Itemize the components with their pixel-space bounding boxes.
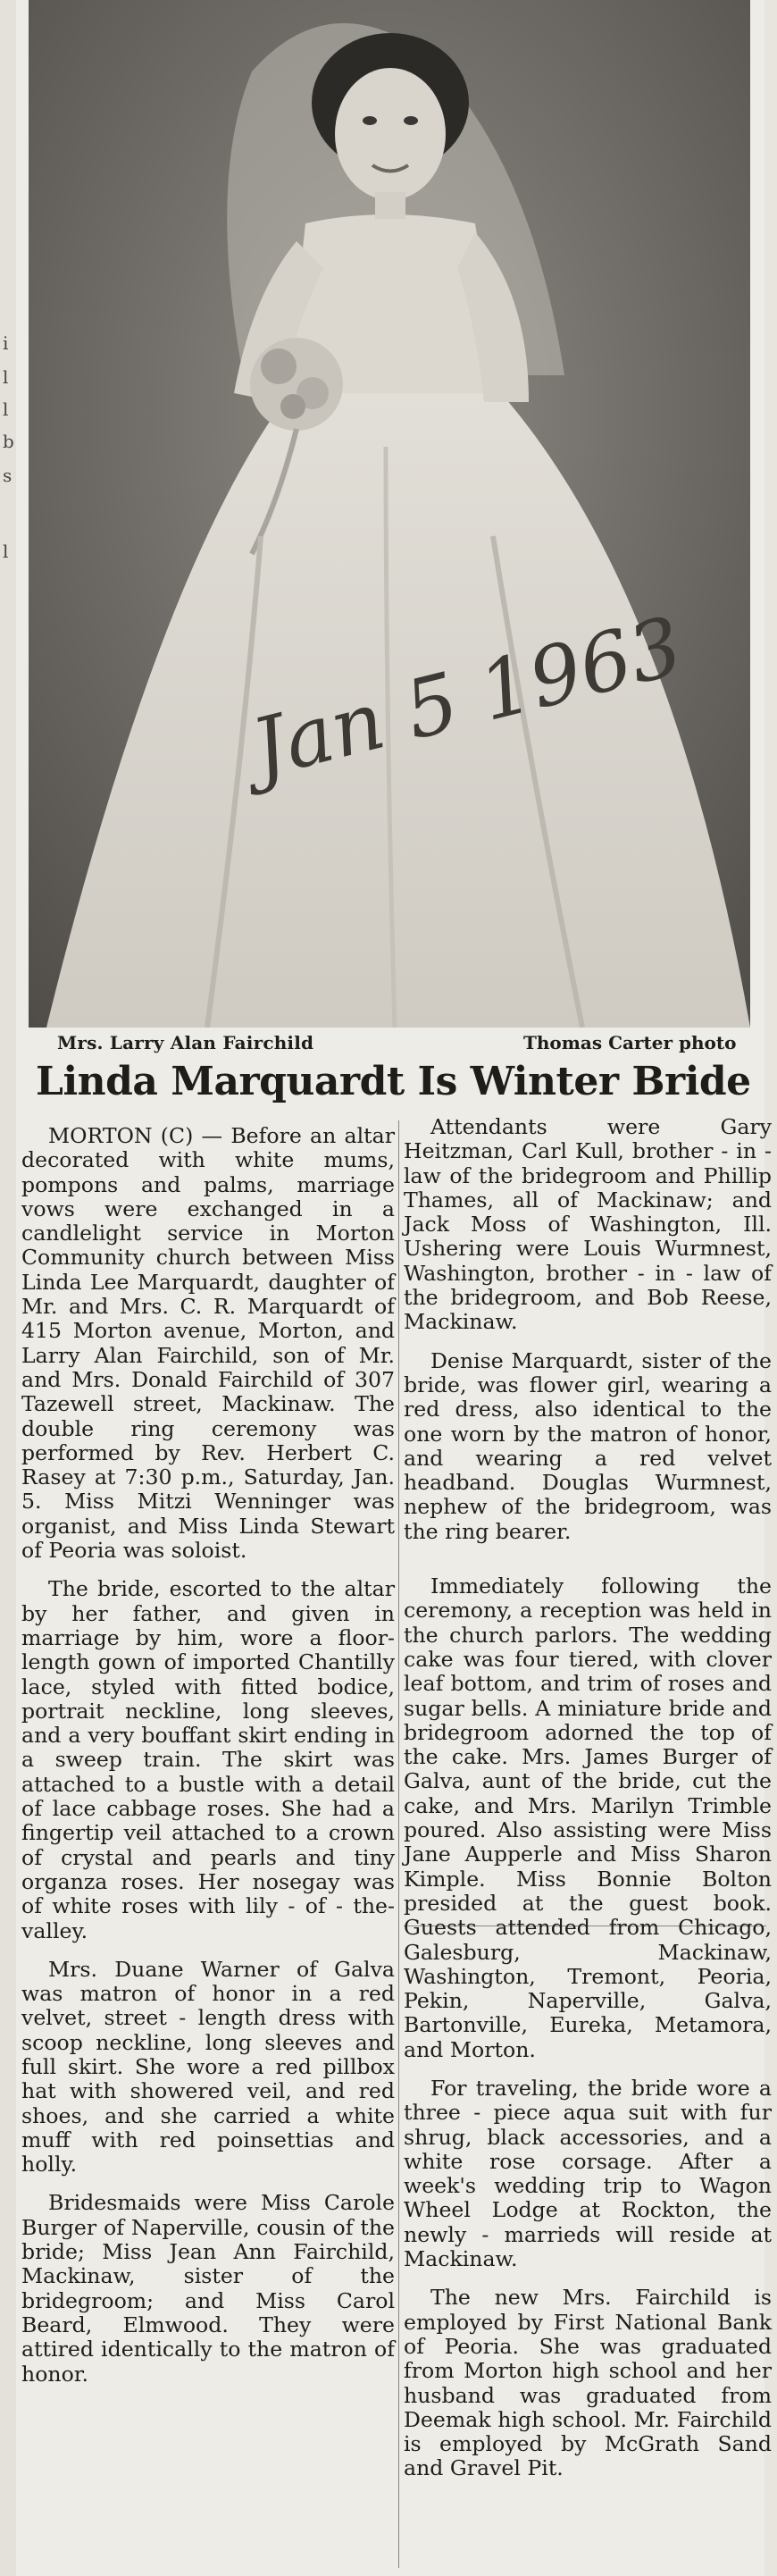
- article-paragraph: The new Mrs. Fairchild is employed by First National Bank of Peoria. She was graduated from Morton high school and her husband was graduated from Deemak high school. Mr. Fairchild is employed by McGrath Sand and Gravel Pit.: [404, 2285, 772, 2481]
- article-paragraph: Attendants were Gary Heitzman, Carl Kull, brother - in - law of the bridegroom and Phillip Thames, all of Mackinaw; and Jack Moss of Washington, Ill. Ushering were Louis Wurmnest, Washington, brother - in - law of the bridegroom, and Bob Reese, Mackinaw.: [404, 1114, 772, 1335]
- column-divider: [398, 1120, 399, 2568]
- article-right-column: [404, 1115, 772, 2496]
- edge-glyph: l: [3, 366, 9, 388]
- article-paragraph: MORTON (C) — Before an altar decorated with white mums, pompons and palms, marriage vows were exchanged in a candlelight service in Morton Community church between Miss Linda Lee Marquardt, daughter of Mr. and Mrs. C. R. Marquardt of 415 Morton avenue, Morton, and Larry Alan Fairchild, son of Mr. and Mrs. Donald Fairchild of 307 Tazewell street, Mackinaw. The double ring ceremony was performed by Rev. Herbert C. Rasey at 7:30 p.m., Saturday, Jan. 5. Miss Mitzi Wenninger was organist, and Miss Linda Stewart of Peoria was soloist.: [21, 1123, 395, 1564]
- bride-photo: [29, 0, 750, 1028]
- bride-photo-illustration: [29, 0, 750, 1028]
- article-paragraph: Mrs. Duane Warner of Galva was matron of honor in a red velvet, street - length dress with scoop neckline, long sleeves and full skirt. She wore a red pillbox hat with showered veil, and red shoes, and she carried a white muff with red poinsettias and holly.: [21, 1956, 395, 2177]
- article-paragraph: Bridesmaids were Miss Carole Burger of Naperville, cousin of the bride; Miss Jean Ann Fairchild, Mackinaw, sister of the bridegroom; and Miss Carol Beard, Elmwood. They were attired identically to the matron of honor.: [21, 2190, 395, 2387]
- article-paragraph: Immediately following the ceremony, a reception was held in the church parlors. The wedding cake was four tiered, with clover leaf bottom, and trim of roses and sugar bells. A miniature bride and bridegroom adorned the top of the cake. Mrs. James Burger of Galva, aunt of the bride, cut the cake, and Mrs. Marilyn Trimble poured. Also assisting were Miss Jane Aupperle and Miss Sharon Kimple. Miss Bonnie Bolton presided at the guest book. Guests attended from Chicago, Galesburg, Mackinaw, Washington, Tremont, Peoria, Pekin, Naperville, Galva, Bartonville, Eureka, Metamora, and Morton.: [404, 1573, 772, 2062]
- edge-glyph: l: [3, 541, 9, 562]
- article-paragraph: For traveling, the bride wore a three - piece aqua suit with fur shrug, black accessories, and a white rose corsage. After a week's wedding trip to Wagon Wheel Lodge at Rockton, the newly - marrieds will reside at Mackinaw.: [404, 2075, 772, 2272]
- article-headline: Linda Marquardt Is Winter Bride: [36, 1059, 751, 1104]
- photo-credit: Thomas Carter photo: [523, 1032, 737, 1053]
- edge-glyph: l: [3, 399, 9, 420]
- article-paragraph: The bride, escorted to the altar by her father, and given in marriage by him, wore a floor-length gown of imported Chantilly lace, styled with fitted bodice, portrait neckline, long sleeves, and a very bouffant skirt ending in a sweep train. The skirt was attached to a bustle with a detail of lace cabbage roses. She had a fingertip veil attached to a crown of crystal and pearls and tiny organza roses. Her nosegay was of white roses with lily - of - the-valley.: [21, 1576, 395, 1943]
- edge-glyph: i: [3, 332, 9, 354]
- edge-glyph: s: [3, 465, 13, 486]
- article-left-column: [21, 1124, 395, 2401]
- photo-caption-name: Mrs. Larry Alan Fairchild: [57, 1032, 314, 1053]
- adjacent-clipping-edge: [0, 0, 16, 2576]
- article-paragraph: Denise Marquardt, sister of the bride, was flower girl, wearing a red dress, also identical to the one worn by the matron of honor, and wearing a red velvet headband. Douglas Wurmnest, nephew of the bridegroom, was the ring bearer.: [404, 1347, 772, 1544]
- handwritten-date-note: Jan 5 1963: [242, 599, 691, 797]
- edge-glyph: b: [3, 431, 14, 452]
